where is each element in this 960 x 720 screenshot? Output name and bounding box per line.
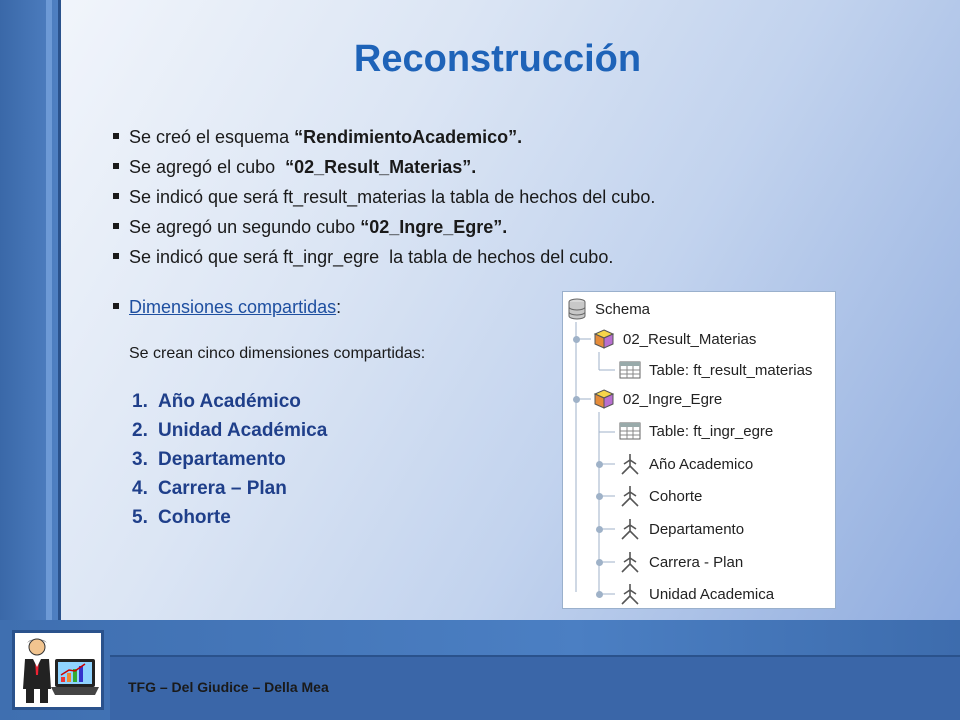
tree-node-dimension[interactable] — [619, 549, 743, 575]
bullet-square-icon — [113, 303, 119, 309]
bullet-item — [113, 242, 655, 272]
tree-node-label: Departamento — [649, 520, 745, 538]
item-label: Año Académico — [158, 391, 301, 412]
bullet-square-icon — [113, 133, 119, 139]
cube-icon — [593, 388, 615, 410]
table-icon — [619, 422, 641, 440]
tree-node-label: 02_Result_Materias — [623, 330, 757, 348]
item-label: Cohorte — [158, 507, 231, 528]
dimensions-link[interactable]: Dimensiones compartidas — [129, 297, 337, 317]
tree-node-dimension[interactable] — [619, 516, 744, 542]
dimension-list-item — [132, 445, 327, 474]
dimension-list-item — [132, 503, 327, 532]
tree-node-label: 02_Ingre_Egre — [623, 390, 723, 408]
dimension-list-item — [132, 474, 327, 503]
bullet-bold-text: “RendimientoAcademico”. — [294, 127, 523, 147]
dimensions-heading — [113, 297, 341, 318]
bullet-square-icon — [113, 223, 119, 229]
bullet-text: Se agregó el cubo — [129, 157, 286, 177]
bullet-item — [113, 212, 655, 242]
bullet-text: Se indicó que será ft_ingr_egre la tabla de hechos del cubo. — [129, 247, 614, 267]
item-number: 4. — [132, 478, 148, 499]
dimension-list-item — [132, 387, 327, 416]
bullet-item — [113, 122, 655, 152]
tree-node-label: Cohorte — [649, 487, 703, 505]
tree-node-dimension[interactable] — [619, 581, 774, 607]
item-label: Carrera – Plan — [158, 478, 287, 499]
bullet-square-icon — [113, 163, 119, 169]
table-icon — [619, 361, 641, 379]
footer-text: TFG – Del Giudice – Della Mea — [128, 679, 329, 695]
dimension-icon — [619, 484, 641, 508]
tree-node-dimension[interactable] — [619, 451, 753, 477]
tree-node-cube[interactable] — [593, 386, 722, 412]
expand-handle[interactable] — [596, 526, 603, 533]
cube-icon — [593, 328, 615, 350]
dimensions-colon: : — [336, 297, 342, 317]
expand-handle[interactable] — [596, 591, 603, 598]
tree-node-table[interactable] — [619, 357, 812, 383]
tree-node-label: Table: ft_ingr_egre — [649, 422, 774, 440]
expand-handle[interactable] — [596, 559, 603, 566]
bullet-item — [113, 182, 655, 212]
bullet-item — [113, 152, 655, 182]
bullet-text: Se creó el esquema — [129, 127, 295, 147]
tree-node-label: Table: ft_result_materias — [649, 361, 813, 379]
bullet-text: Se agregó un segundo cubo — [129, 217, 361, 237]
bullet-square-icon — [113, 253, 119, 259]
expand-handle[interactable] — [573, 396, 580, 403]
dimension-icon — [619, 517, 641, 541]
dimensions-subtitle: Se crean cinco dimensiones compartidas: — [129, 345, 426, 362]
item-number: 3. — [132, 449, 148, 470]
presenter-chart-icon — [12, 630, 104, 710]
tree-node-table[interactable] — [619, 418, 773, 444]
dimensions-list — [132, 387, 327, 532]
item-label: Departamento — [158, 449, 286, 470]
item-number: 2. — [132, 420, 148, 441]
expand-handle[interactable] — [573, 336, 580, 343]
expand-handle[interactable] — [596, 493, 603, 500]
slide-title: Reconstrucción — [353, 38, 642, 80]
bullet-square-icon — [113, 193, 119, 199]
tree-node-schema[interactable] — [567, 296, 650, 322]
item-number: 5. — [132, 507, 148, 528]
tree-node-label: Unidad Academica — [649, 585, 775, 603]
dimension-icon — [619, 582, 641, 606]
bullet-bold-text: “02_Ingre_Egre”. — [360, 217, 508, 237]
tree-node-label: Año Academico — [649, 455, 754, 473]
dimension-icon — [619, 452, 641, 476]
left-decor-stripe — [46, 0, 52, 620]
dimension-list-item — [132, 416, 327, 445]
tree-node-label: Schema — [595, 300, 651, 318]
item-number: 1. — [132, 391, 148, 412]
bullet-text: Se indicó que será ft_result_materias la tabla de hechos del cubo. — [129, 187, 656, 207]
bullet-list — [113, 122, 655, 272]
tree-node-cube[interactable] — [593, 326, 756, 352]
database-icon — [567, 298, 587, 320]
dimension-icon — [619, 550, 641, 574]
tree-node-dimension[interactable] — [619, 483, 702, 509]
tree-node-label: Carrera - Plan — [649, 553, 744, 571]
bullet-bold-text: “02_Result_Materias”. — [285, 157, 477, 177]
schema-tree — [562, 291, 836, 609]
expand-handle[interactable] — [596, 461, 603, 468]
item-label: Unidad Académica — [158, 420, 328, 441]
